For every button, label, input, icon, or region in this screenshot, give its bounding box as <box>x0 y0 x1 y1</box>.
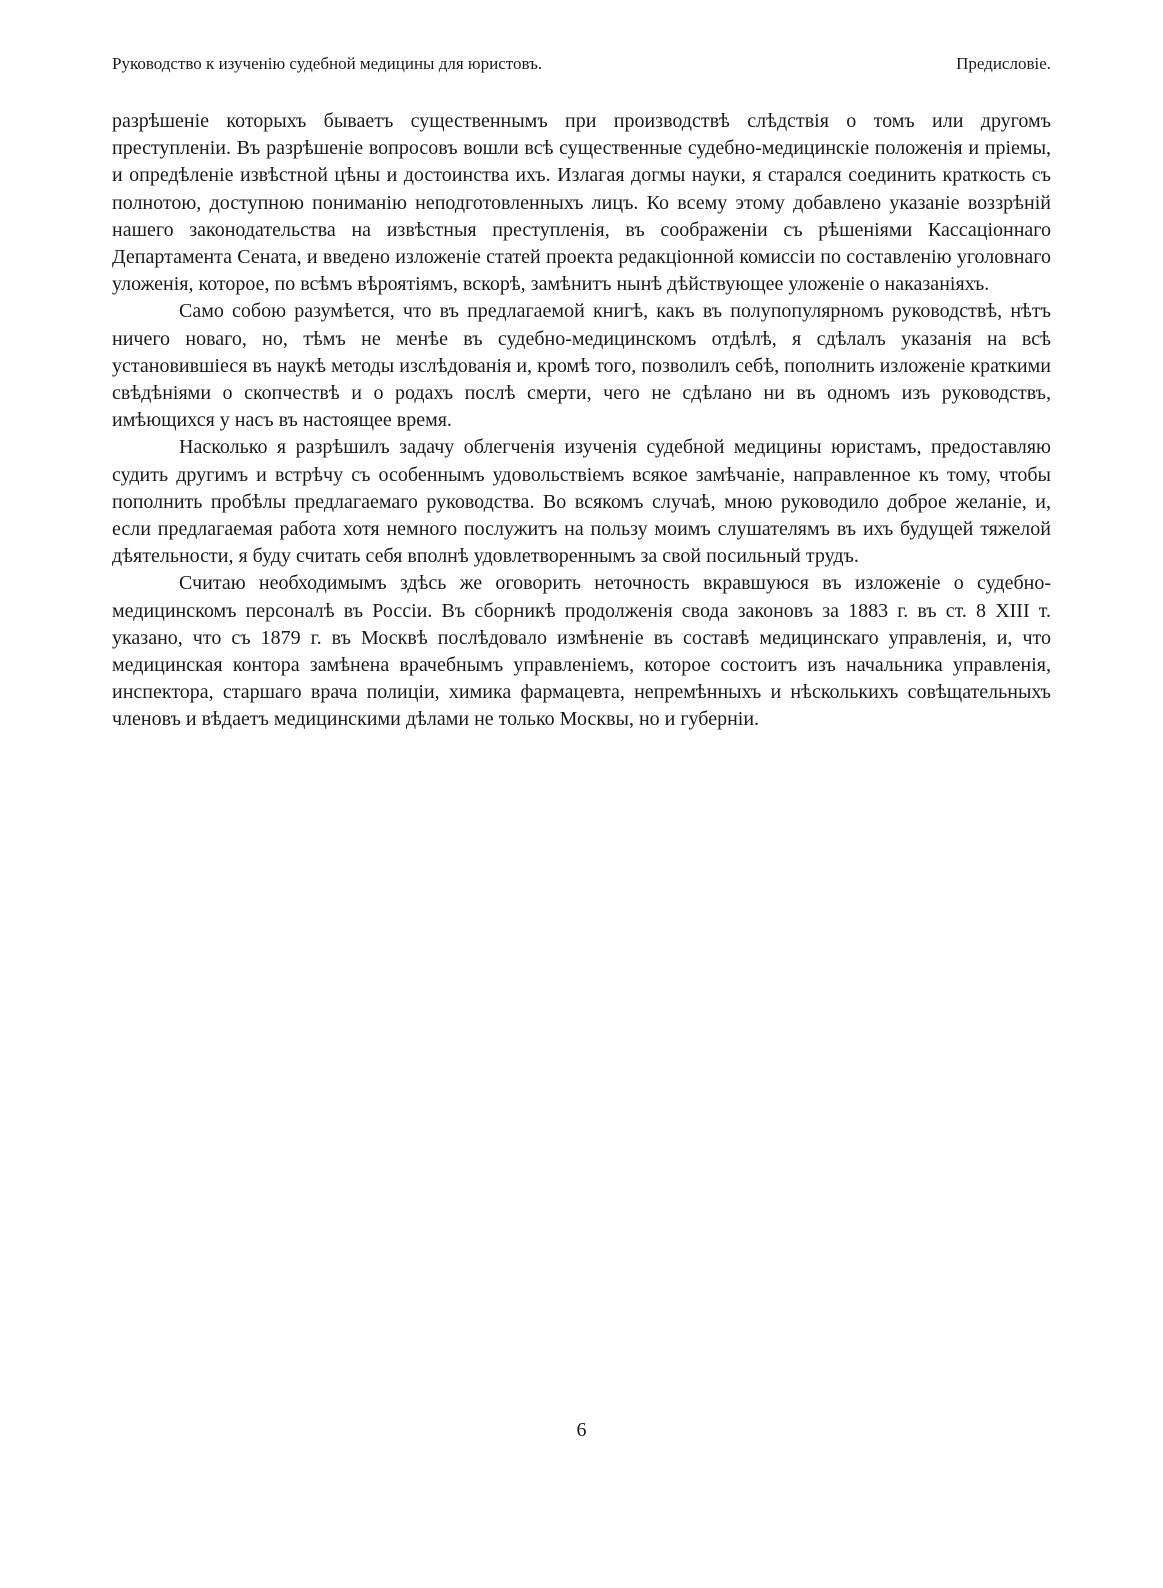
paragraph: Само собою разумѣется, что въ предлагаемой книгѣ, какъ въ полупопулярномъ руководствѣ, нѣтъ ничего новаго, но, тѣмъ не менѣе въ судебно-медицинскомъ отдѣлѣ, я сдѣлалъ указанія на всѣ установившіеся въ наукѣ методы изслѣдованія и, кромѣ того, позволилъ себѣ, пополнить изложеніе краткими свѣдѣніями о скопчествѣ и о родахъ послѣ смерти, чего не сдѣлано ни въ одномъ изъ руководствъ, имѣющихся у насъ въ настоящее время. <box>112 300 1051 432</box>
paragraph: Насколько я разрѣшилъ задачу облегченія изученія судебной медицины юристамъ, предоставляю судить другимъ и встрѣчу съ особеннымъ удовольствіемъ всякое замѣчаніе, направленное къ тому, чтобы пополнить пробѣлы предлагаемаго руководства. Во всякомъ случаѣ, мною руководило доброе желаніе, и, если предлагаемая работа хотя немного послужитъ на пользу моимъ слушателямъ въ ихъ будущей тяжелой дѣятельности, я буду считать себя вполнѣ удовлетвореннымъ за свой посильный трудъ. <box>112 436 1051 568</box>
header-section-title: Предисловіе. <box>956 54 1051 73</box>
paragraph: Считаю необходимымъ здѣсь же оговорить неточность вкравшуюся въ изложеніе о судебно-медицинскомъ персоналѣ въ Россіи. Въ сборникѣ продолженія свода законовъ за 1883 г. въ ст. 8 XIII т. указано, что съ 1879 г. въ Москвѣ послѣдовало измѣненіе въ составѣ медицинскаго управленія, и, что медицинская контора замѣнена врачебнымъ управленіемъ, которое состоитъ изъ начальника управленія, инспектора, старшаго врача полиціи, химика фармацевта, непремѣнныхъ и нѣсколькихъ совѣщательныхъ членовъ и вѣдаетъ медицинскими дѣлами не только Москвы, но и губерніи. <box>112 572 1051 731</box>
body-text <box>112 108 1051 734</box>
page-number: 6 <box>576 1419 587 1441</box>
paragraph-continued: разрѣшеніе которыхъ бываетъ существеннымъ при производствѣ слѣдствія о томъ или другомъ преступленіи. Въ разрѣшеніе вопросовъ вошли всѣ существенные судебно-медицинскіе положенія и пріемы, и опредѣленіе извѣстной цѣны и достоинства ихъ. Излагая догмы науки, я старался соединить краткость съ полнотою, доступною пониманію неподготовленныхъ лицъ. Ко всему этому добавлено указаніе воззрѣній нашего законодательства на извѣстныя преступленія, въ соображеніи съ рѣшеніями Кассаціоннаго Департамента Сената, и введено изложеніе статей проекта редакціонной комиссіи по составленію уголовнаго уложенія, которое, по всѣмъ вѣроятіямъ, вскорѣ, замѣнитъ нынѣ дѣйствующее уложеніе о наказаніяхъ. <box>112 110 1051 296</box>
header-book-title: Руководство к изученію судебной медицины для юристовъ. <box>112 54 543 73</box>
running-header <box>112 53 1051 75</box>
